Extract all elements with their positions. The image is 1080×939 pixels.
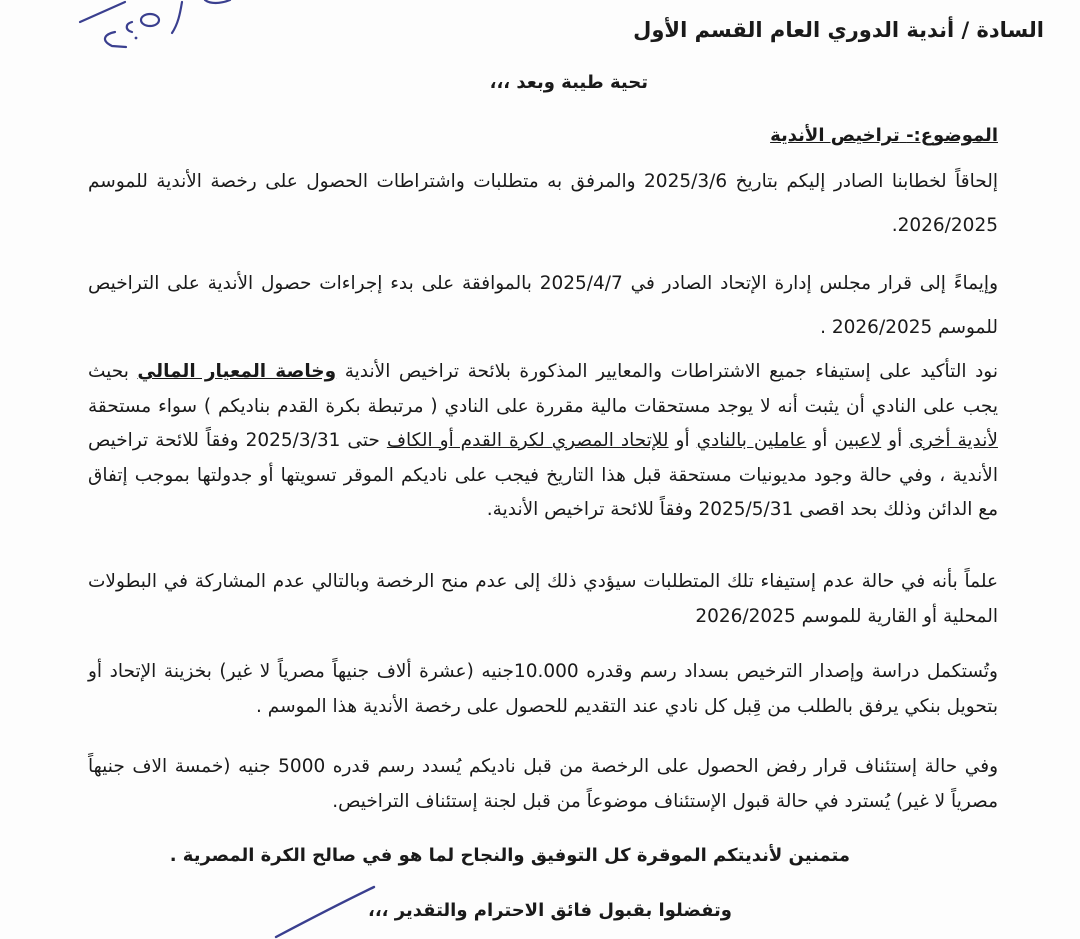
paragraph-5: وتُستكمل دراسة وإصدار الترخيص بسداد رسم وقدره 10.000جنيه (عشرة ألاف جنيهاً مصرياً لا غير) بخزينة الإتحاد أو بتحويل بنكي يرفق بالطلب من قِبل كل نادي عند التقديم للحصول على رخصة الأندية هذا الموسم . — [88, 661, 998, 717]
addressee: السادة / أندية الدوري العام القسم الأول — [633, 18, 1044, 42]
closing-wish: متمنين لأنديتكم الموقرة كل التوفيق والنجاح لما هو في صالح الكرة المصرية . — [169, 845, 850, 866]
subject-text: تراخيص الأندية — [770, 125, 900, 146]
greeting: تحية طيبة وبعد ،،، — [489, 72, 648, 93]
connector-or: أو — [888, 430, 903, 451]
paragraph-4: علماً بأنه في حالة عدم إستيفاء تلك المتطلبات سيؤدي ذلك إلى عدم منح الرخصة وبالتالي عدم المشاركة في البطولات المحلية أو القارية للموسم 2026/2025 — [88, 571, 998, 627]
p3-deadline: حتى 2025/3/31 وفقاً للائحة تراخيص الأندية ، وفي حالة وجود مديونيات مستحقة قبل هذا التاريخ فيجب على ناديكم الموقر تسويتها أو جدولتها بموجب إتفاق مع الدائن وذلك بحد اقصى 2025/5/31 وفقاً للائحة تراخيص الأندية. — [88, 430, 998, 520]
signature-stroke — [270, 885, 380, 939]
paragraph-6: وفي حالة إستئناف قرار رفض الحصول على الرخصة من قبل ناديكم يُسدد رسم قدره 5000 جنيه (خمسة الاف جنيهاً مصرياً لا غير) يُسترد في حالة قبول الإستئناف موضوعاً من قبل لجنة إستئناف التراخيص. — [88, 756, 998, 812]
closing-regards: وتفضلوا بقبول فائق الاحترام والتقدير ،،، — [367, 900, 732, 921]
paragraph-3 — [88, 355, 998, 528]
underlined-players: لاعبين — [834, 430, 882, 451]
subject-line — [770, 125, 998, 147]
p3-intro: نود التأكيد على إستيفاء جميع الاشتراطات والمعايير المذكورة بلائحة تراخيص الأندية — [344, 361, 999, 382]
paragraph-1: إلحاقاً لخطابنا الصادر إليكم بتاريخ 2025/3/6 والمرفق به متطلبات واشتراطات الحصول على رخصة الأندية للموسم 2026/2025. — [88, 171, 998, 236]
paragraph-2: وإيماءً إلى قرار مجلس إدارة الإتحاد الصادر في 2025/4/7 بالموافقة على بدء إجراءات حصول الأندية على التراخيص للموسم 2026/2025 . — [88, 273, 998, 338]
p3-body: بحيث يجب على النادي أن يثبت أنه لا يوجد مستحقات مالية مقررة على النادي ( مرتبطة بكرة القدم بناديكم ) سواء مستحقة — [88, 361, 998, 417]
financial-criterion-emphasis: وخاصة المعيار المالي — [137, 361, 337, 382]
connector-or: أو — [675, 430, 690, 451]
underlined-other-clubs: لأندية أخرى — [909, 430, 998, 451]
underlined-efa-caf: للإتحاد المصري لكرة القدم أو الكاف — [386, 430, 669, 451]
underlined-club-staff: عاملين بالنادي — [696, 430, 807, 451]
handwritten-annotation — [70, 0, 260, 60]
connector-or: أو — [813, 430, 828, 451]
subject-label: الموضوع:- — [906, 125, 998, 146]
